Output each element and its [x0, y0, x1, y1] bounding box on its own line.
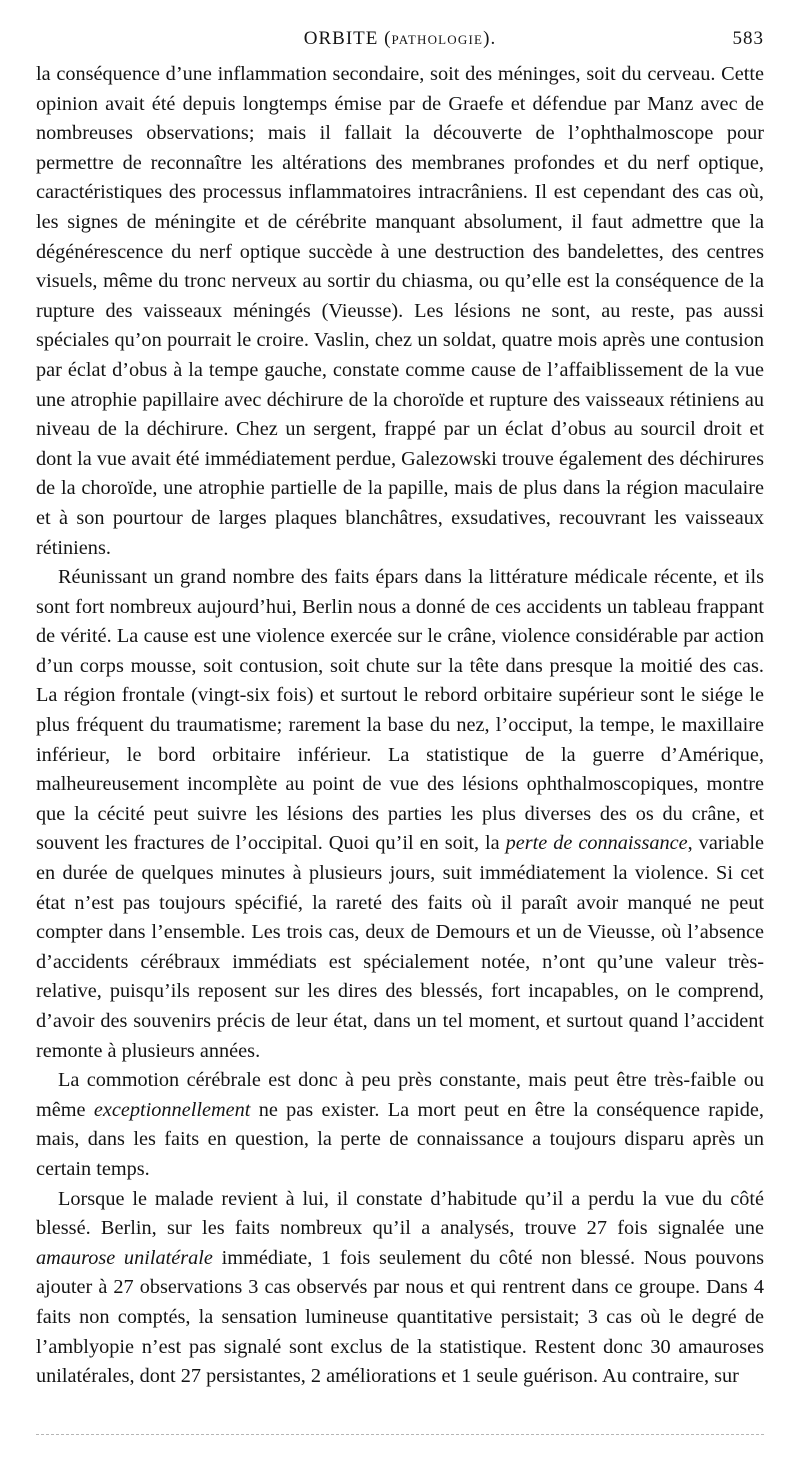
footer-rule — [36, 1434, 764, 1435]
text-run: la conséquence d’une inflammation secondaire, soit des méninges, soit du cerveau. Cette opinion avait été depuis longtemps émise par de Graefe et défendue par Manz avec de nombreuses observations; mais il fallait la découverte de l’ophthalmoscope pour permettre de reconnaître les altérations des membranes profondes et du nerf optique, caractéristiques des processus inflammatoires intracrâniens. Il est cependant des cas où, les signes de méningite et de cérébrite manquant absolument, il faut admettre que la dégénérescence du nerf optique succède à une destruction des bandelettes, des centres visuels, même du tronc nerveux au sortir du chiasma, ou qu’elle est la conséquence de la rupture des vaisseaux méningés (Vieusse). Les lésions ne sont, au reste, pas aussi spéciales qu’on pourrait le croire. Vaslin, chez un soldat, quatre mois après une contusion par éclat d’obus à la tempe gauche, constate comme cause de l’affaiblissement de la vue une atrophie papillaire avec déchirure de la choroïde et rupture des vaisseaux rétiniens au niveau de la déchirure. Chez un sergent, frappé par un éclat d’obus au sourcil droit et dont la vue avait été immédiatement perdue, Galezowski trouve également des déchirures de la choroïde, une atrophie partielle de la papille, mais de plus dans la région maculaire et à son pourtour de larges plaques blanchâtres, exsudatives, recouvrant les vaisseaux rétiniens. — [36, 63, 764, 559]
text-run: immédiate, 1 fois seulement du côté non blessé. Nous pouvons ajouter à 27 observations 3 cas observés par nous et qui rentrent dans ce groupe. Dans 4 faits non comptés, la sensation lumineuse quantitative persistait; 3 cas où le degré de l’amblyopie n’est pas signalé sont exclus de la statistique. Restent donc 30 amauroses unilatérales, dont 27 persistantes, 2 améliorations et 1 seule guérison. Au contraire, sur — [36, 1246, 764, 1388]
text-run: ne pas exister. La mort peut en être la conséquence rapide, mais, dans les faits en question, la perte de connaissance a toujours disparu après un certain temps. — [36, 1098, 764, 1180]
text-run: La commotion cérébrale est donc à peu près constante, mais peut être très-faible ou même — [36, 1069, 764, 1121]
italic-text: perte de connaissance — [505, 832, 688, 855]
text-run: , variable en durée de quelques minutes à plusieurs jours, suit immédiatement la violence. Si cet état n’est pas toujours spécifié, la rareté des faits où il paraît avoir manqué ne peut compter dans l’ensemble. Les trois cas, deux de Demours et un de Vieusse, où l’absence d’accidents cérébraux immédiats est spécialement notée, n’ont qu’une valeur très-relative, puisqu’ils reposent sur les dires des blessés, fort incapables, on le comprend, d’avoir des souvenirs précis de leur état, dans un tel moment, et surtout quand l’accident remonte à plusieurs années. — [36, 832, 764, 1062]
text-run: Réunissant un grand nombre des faits épars dans la littérature médicale récente, et ils sont fort nombreux aujourd’hui, Berlin nous a donné de ces accidents un tableau frappant de vérité. La cause est une violence exercée sur le crâne, violence considérable par action d’un corps mousse, soit contusion, soit chute sur la tête dans presque la moitié des cas. La région frontale (vingt-six fois) et surtout le rebord orbitaire supérieur sont le siége le plus fréquent du traumatisme; rarement la base du nez, l’occiput, la tempe, le maxillaire inférieur, le bord orbitaire inférieur. La statistique de la guerre d’Amérique, malheureusement incomplète au point de vue des lésions ophthalmoscopiques, montre que la cécité peut suivre les lésions des parties les plus diverses des os du crâne, et souvent les fractures de l’occipital. Quoi qu’il en soit, la — [36, 566, 764, 855]
running-header — [36, 26, 764, 56]
paragraph — [36, 60, 764, 563]
running-title — [36, 28, 764, 50]
running-title-smallcaps: PATHOLOGIE — [391, 32, 484, 47]
italic-text: amaurose unilatérale — [36, 1246, 213, 1269]
paragraph — [36, 1066, 764, 1184]
paragraph — [36, 1185, 764, 1392]
running-title-end: ). — [483, 28, 497, 49]
page — [36, 26, 764, 1446]
running-title-main: ORBITE ( — [303, 28, 392, 49]
italic-text: exceptionnellement — [93, 1098, 251, 1121]
text-run: Lorsque le malade revient à lui, il constate d’habitude qu’il a perdu la vue du côté blessé. Berlin, sur les faits nombreux qu’il a analysés, trouve 27 fois signalée une — [36, 1187, 764, 1240]
paragraph — [36, 563, 764, 1066]
body-text — [36, 60, 764, 1392]
page-number: 583 — [732, 28, 764, 49]
